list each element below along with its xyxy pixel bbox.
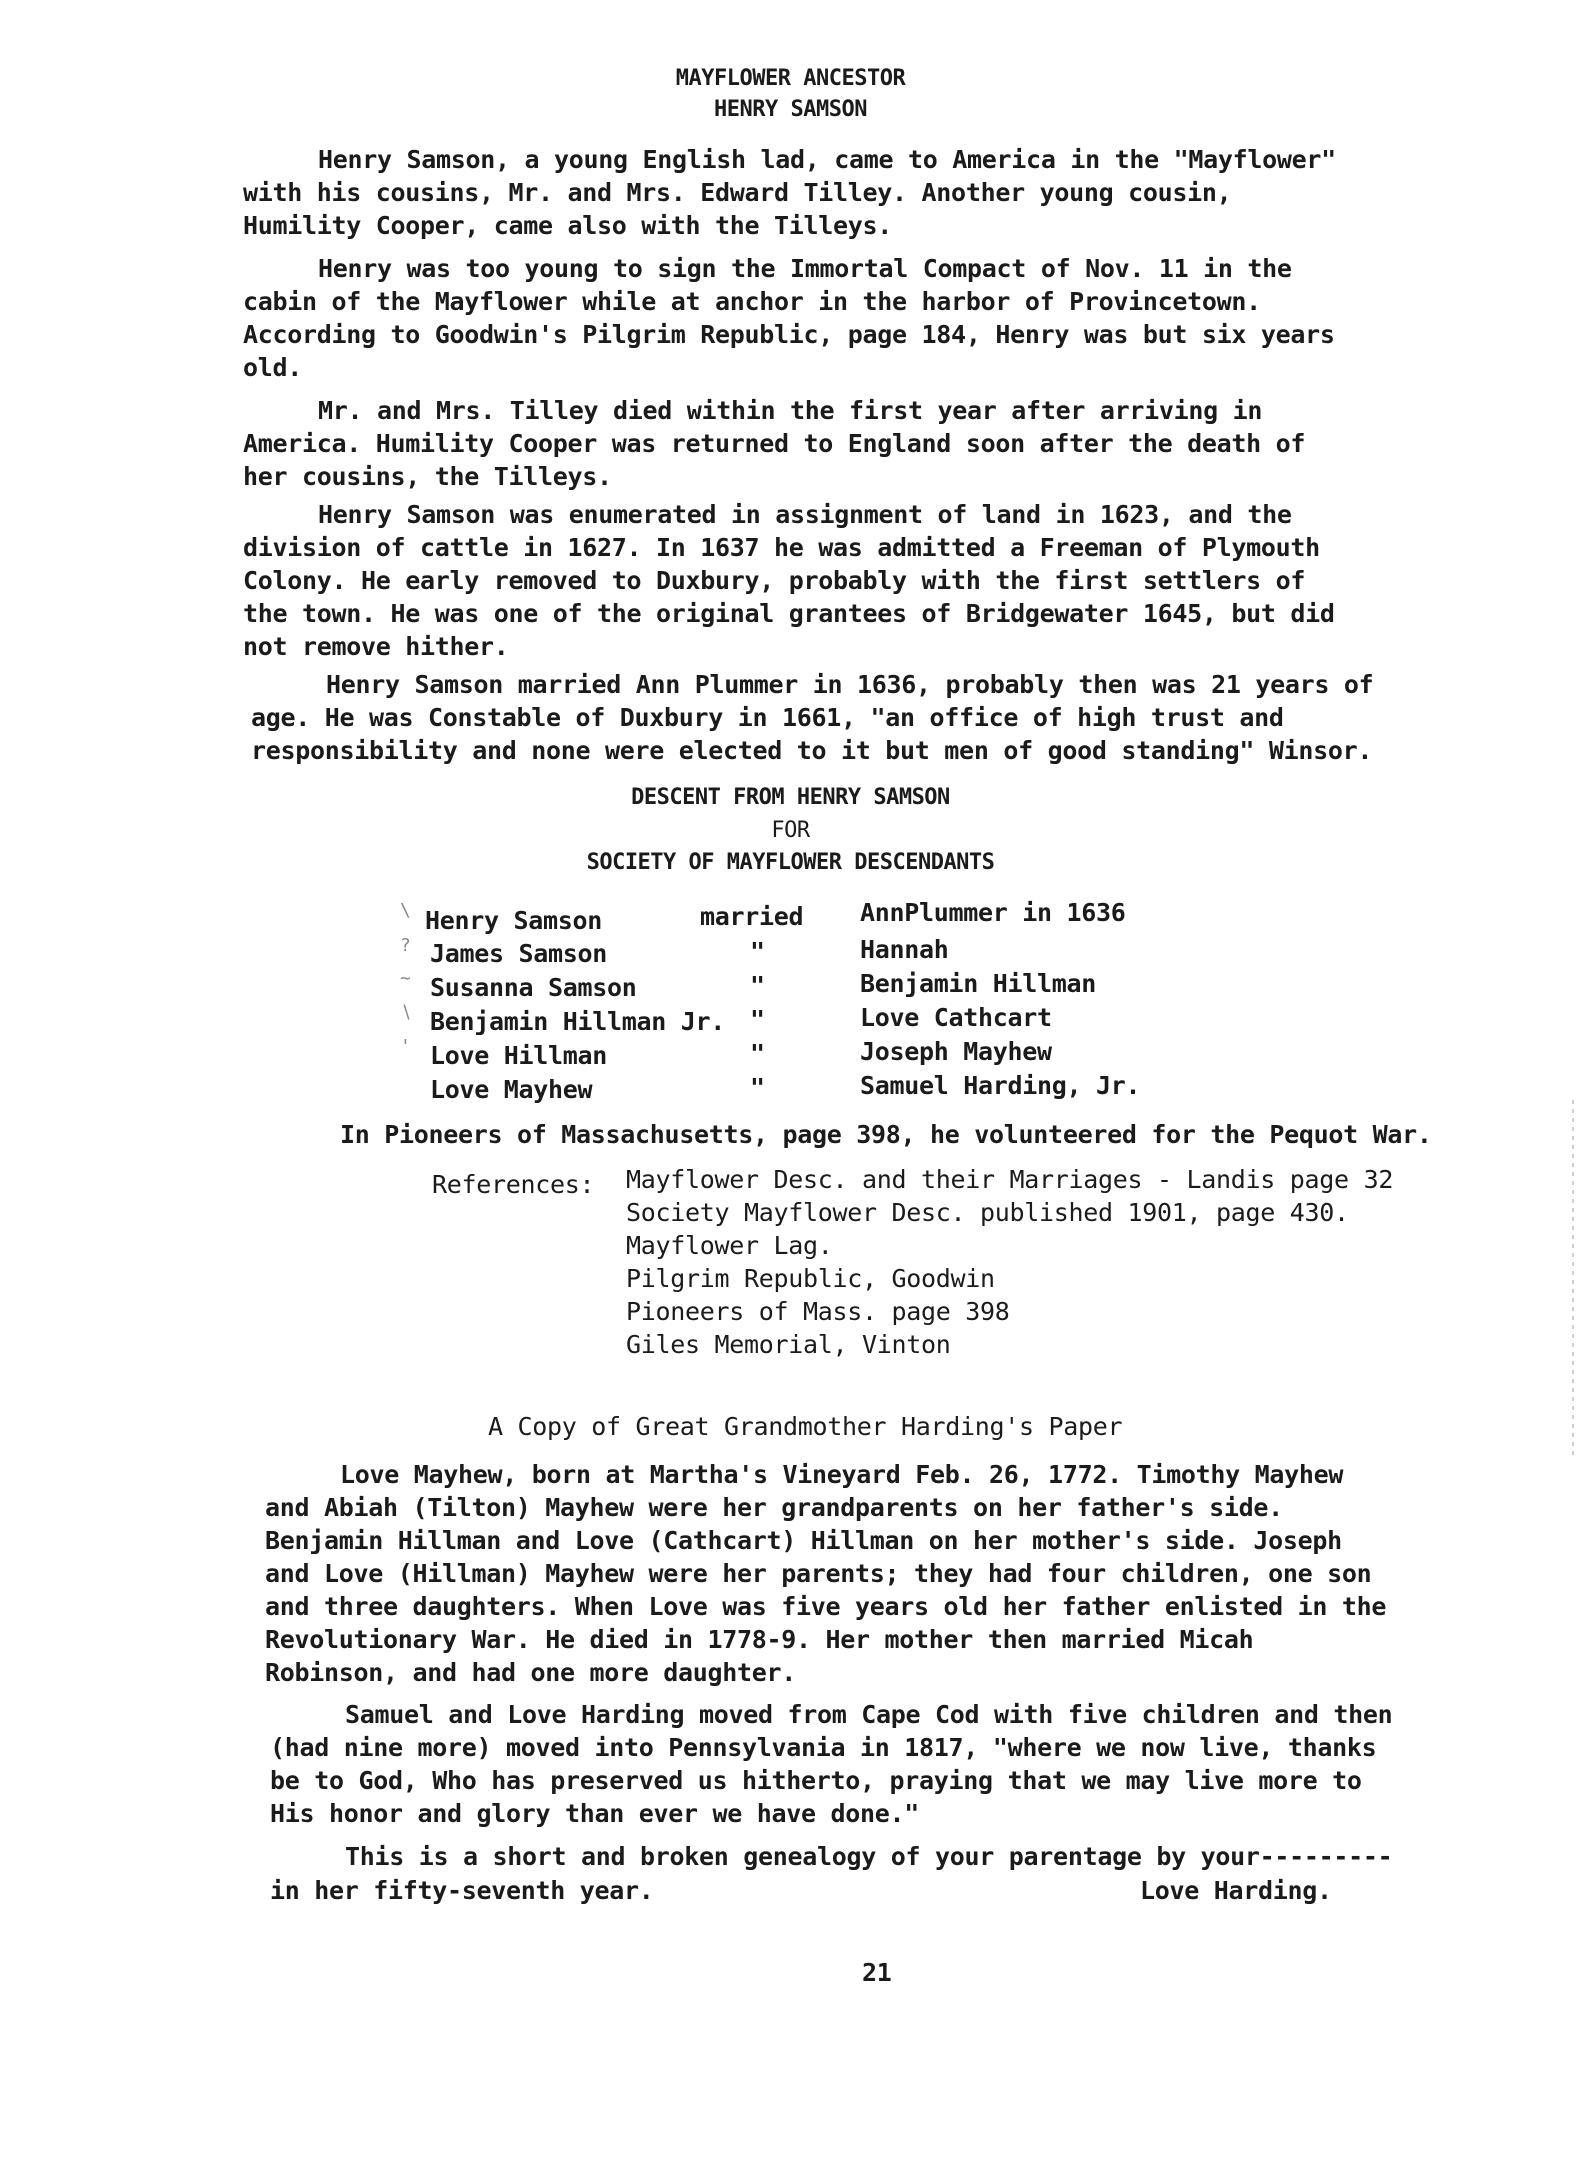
descent-row-rel: married	[700, 902, 804, 931]
paragraph-line: division of cattle in 1627. In 1637 he was admitted a Freeman of Plymouth	[243, 533, 1320, 562]
descent-row-name: Susanna Samson	[430, 973, 637, 1002]
paragraph-line: Henry Samson, a young English lad, came to America in the "Mayflower"	[318, 145, 1336, 174]
margin-tick: ?	[400, 935, 411, 956]
paragraph-line: responsibility and none were elected to it but men of good standing" Winsor.	[251, 736, 1373, 765]
copy-line: Revolutionary War. He died in 1778-9. Her mother then married Micah	[265, 1625, 1254, 1654]
paragraph-line: not remove hither.	[243, 632, 509, 661]
margin-tick: ∖	[400, 1002, 412, 1023]
descent-row-spouse: Joseph Mayhew	[860, 1037, 1052, 1066]
paragraph-line: America. Humility Cooper was returned to England soon after the death of	[243, 429, 1306, 458]
copy-line: in her fifty-seventh year.	[270, 1876, 654, 1905]
copy-line: Samuel and Love Harding moved from Cape Cod with five children and then	[345, 1700, 1393, 1729]
descent-row-rel: "	[750, 1039, 765, 1068]
heading-line-1: MAYFLOWER ANCESTOR	[675, 66, 906, 91]
descent-row-rel: "	[750, 1005, 765, 1034]
margin-tick: ~	[400, 968, 411, 989]
descent-title: DESCENT FROM HENRY SAMSON	[631, 785, 950, 810]
paragraph-line: Humility Cooper, came also with the Tilleys.	[243, 211, 893, 240]
reference-item: Society Mayflower Desc. published 1901, page 430.	[626, 1198, 1349, 1227]
descent-row-name: Love Mayhew	[430, 1075, 593, 1104]
paragraph-line: Henry was too young to sign the Immortal Compact of Nov. 11 in the	[318, 254, 1292, 283]
copy-line: and Love (Hillman) Mayhew were her parents; they had four children, one son	[265, 1559, 1372, 1588]
reference-item: Pioneers of Mass. page 398	[626, 1297, 1010, 1326]
reference-item: Mayflower Desc. and their Marriages - Landis page 32	[626, 1165, 1394, 1194]
paragraph-line: old.	[243, 353, 303, 382]
page-number: 21	[862, 1958, 892, 1987]
paragraph-line: Henry Samson married Ann Plummer in 1636, probably then was 21 years of	[326, 670, 1374, 699]
copy-line: His honor and glory than ever we have done."	[270, 1799, 920, 1828]
margin-scan-line	[1572, 1100, 1574, 1460]
descent-row-rel: "	[750, 937, 765, 966]
margin-tick: '	[400, 1036, 411, 1057]
descent-row-spouse: Love Cathcart	[860, 1003, 1052, 1032]
signature: Love Harding.	[1140, 1876, 1332, 1905]
paragraph-line: Mr. and Mrs. Tilley died within the first year after arriving in	[318, 396, 1263, 425]
paragraph-line: According to Goodwin's Pilgrim Republic, page 184, Henry was but six years	[243, 320, 1335, 349]
descent-row-name: Benjamin Hillman Jr.	[430, 1007, 726, 1036]
copy-line: be to God, Who has preserved us hitherto, praying that we may live more to	[270, 1766, 1362, 1795]
paragraph-line: cabin of the Mayflower while at anchor in the harbor of Provincetown.	[243, 287, 1261, 316]
heading-line-2: HENRY SAMSON	[714, 97, 867, 122]
descent-row-spouse: Benjamin Hillman	[860, 969, 1097, 998]
reference-item: Pilgrim Republic, Goodwin	[626, 1264, 995, 1293]
copy-title: A Copy of Great Grandmother Harding's Paper	[488, 1412, 1123, 1441]
paragraph-line: with his cousins, Mr. and Mrs. Edward Tilley. Another young cousin,	[243, 178, 1232, 207]
descent-subtitle: FOR	[771, 818, 810, 843]
paragraph-line: Henry Samson was enumerated in assignment of land in 1623, and the	[318, 500, 1292, 529]
descent-row-name: Henry Samson	[425, 906, 603, 935]
copy-line: (had nine more) moved into Pennsylvania in 1817, "where we now live, thanks	[270, 1733, 1377, 1762]
paragraph-line: Colony. He early removed to Duxbury, probably with the first settlers of	[243, 566, 1306, 595]
paragraph-line: her cousins, the Tilleys.	[243, 462, 612, 491]
reference-item: Mayflower Lag.	[626, 1231, 833, 1260]
copy-line: and three daughters. When Love was five years old her father enlisted in the	[265, 1592, 1387, 1621]
descent-row-name: James Samson	[430, 939, 608, 968]
copy-line: and Abiah (Tilton) Mayhew were her grandparents on her father's side.	[265, 1493, 1283, 1522]
descent-row-spouse: Samuel Harding, Jr.	[860, 1071, 1141, 1100]
pioneers-line: In Pioneers of Massachusetts, page 398, he volunteered for the Pequot War.	[340, 1120, 1432, 1149]
paragraph-line: age. He was Constable of Duxbury in 1661, "an office of high trust and	[251, 703, 1284, 732]
margin-tick: \	[400, 900, 411, 921]
descent-row-rel: "	[750, 1073, 765, 1102]
descent-row-name: Love Hillman	[430, 1041, 608, 1070]
reference-item: Giles Memorial, Vinton	[626, 1330, 951, 1359]
copy-line: This is a short and broken genealogy of your parentage by your---------	[345, 1842, 1393, 1871]
copy-line: Love Mayhew, born at Martha's Vineyard Feb. 26, 1772. Timothy Mayhew	[340, 1460, 1344, 1489]
descent-row-spouse: Hannah	[860, 935, 949, 964]
paragraph-line: the town. He was one of the original grantees of Bridgewater 1645, but did	[243, 599, 1335, 628]
descent-society: SOCIETY OF MAYFLOWER DESCENDANTS	[586, 850, 995, 875]
copy-line: Robinson, and had one more daughter.	[265, 1658, 797, 1687]
descent-row-spouse: AnnPlummer in 1636	[860, 898, 1126, 927]
descent-row-rel: "	[750, 971, 765, 1000]
references-label: References:	[432, 1170, 595, 1199]
copy-line: Benjamin Hillman and Love (Cathcart) Hillman on her mother's side. Joseph	[265, 1526, 1342, 1555]
